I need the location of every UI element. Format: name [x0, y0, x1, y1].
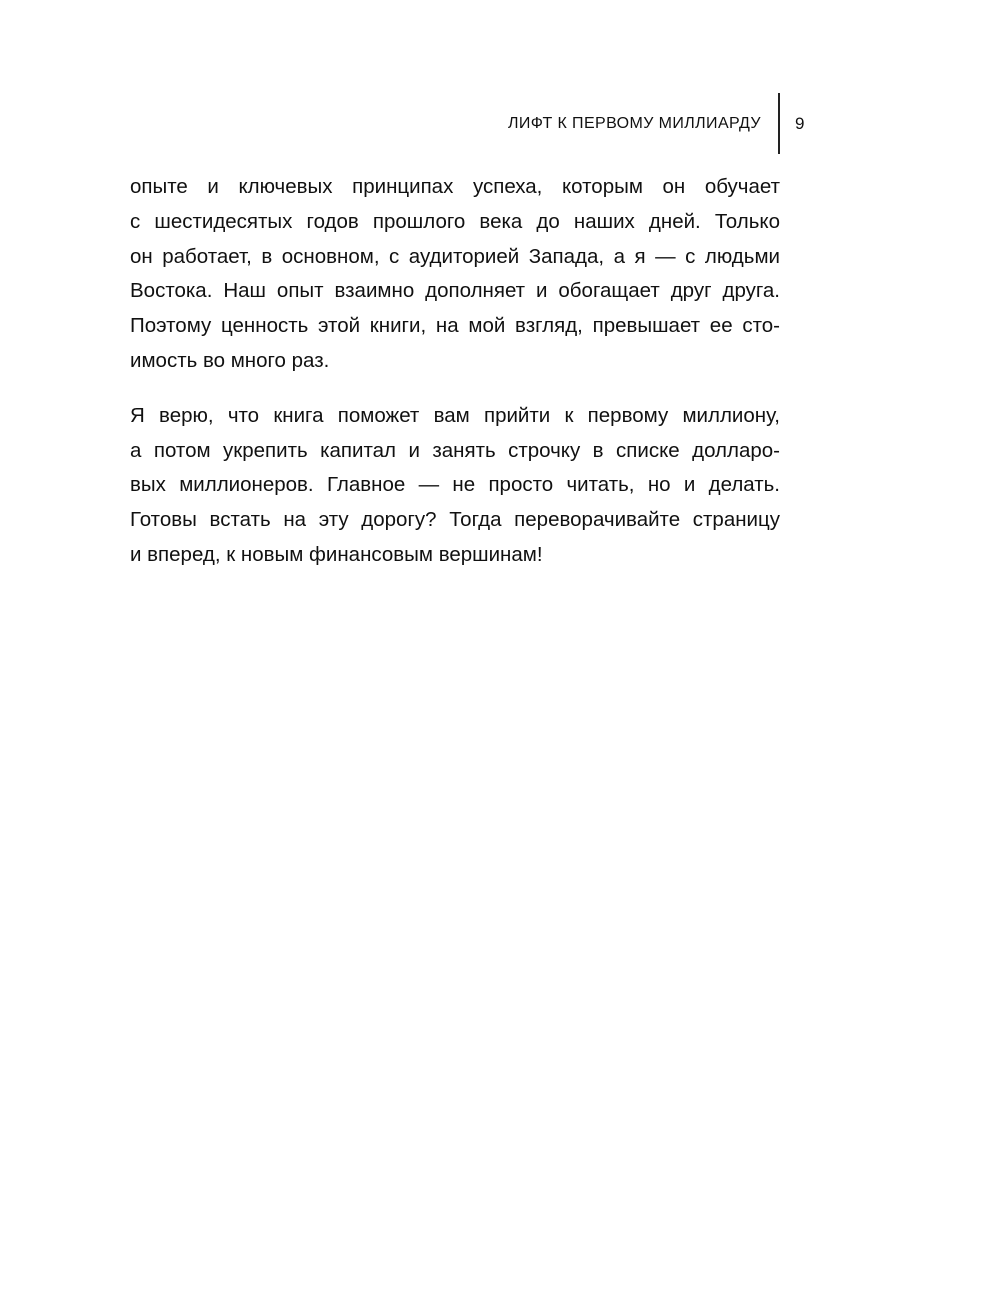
text-line: а потом укрепить капитал и занять строчку в списке долларо-	[130, 438, 780, 462]
body-text	[130, 170, 780, 573]
text-line: он работает, в основном, с аудиторией Запада, а я — с людьми	[130, 244, 780, 268]
text-line: вых миллионеров. Главное — не просто читать, но и делать.	[130, 473, 780, 497]
header-divider	[778, 93, 780, 154]
text-line: и вперед, к новым финансовым вершинам!	[130, 542, 543, 566]
text-line: Поэтому ценность этой книги, на мой взгляд, превышает ее сто-	[130, 314, 780, 338]
text-line: опыте и ключевых принципах успеха, которым он обучает	[130, 175, 780, 198]
text-line: Востока. Наш опыт взаимно дополняет и обогащает друг друга.	[130, 279, 780, 303]
text-line: Готовы встать на эту дорогу? Тогда переворачивайте страницу	[130, 508, 780, 532]
text-line: с шестидесятых годов прошлого века до наших дней. Только	[130, 209, 780, 233]
page-number: 9	[795, 114, 805, 133]
text-line: имость во много раз.	[130, 348, 330, 372]
running-title: ЛИФТ К ПЕРВОМУ МИЛЛИАРДУ	[508, 115, 761, 132]
paragraph-2	[130, 399, 780, 573]
paragraph-1	[130, 170, 780, 379]
text-line: Я верю, что книга поможет вам прийти к первому миллиону,	[130, 403, 780, 427]
